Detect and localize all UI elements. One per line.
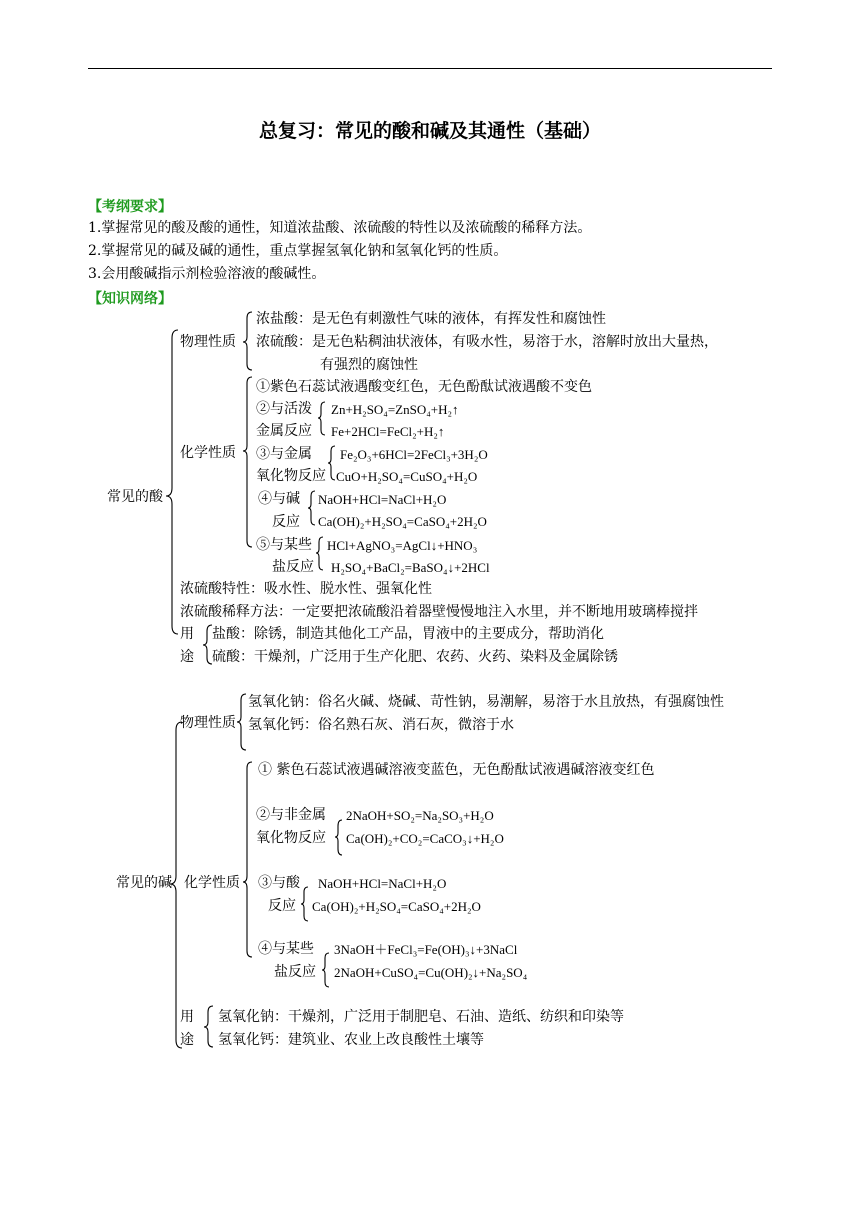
base-nonmetal-brace [335, 820, 342, 855]
requirement-item: 1.掌握常见的酸及酸的通性，知道浓盐酸、浓硫酸的特性以及浓硫酸的稀释方法。 [88, 220, 592, 236]
base-salt-brace [322, 953, 329, 987]
network-heading: 【知识网络】 [88, 291, 172, 307]
acid-sulfuric-properties: 浓硫酸特性：吸水性、脱水性、强氧化性 [180, 581, 432, 597]
base-chemical-label: 化学性质 [184, 875, 240, 891]
acid-indicator: ①紫色石蕊试液遇酸变红色，无色酚酞试液遇酸不变色 [256, 379, 592, 395]
acid-sulfuric-dilution: 浓硫酸稀释方法：一定要把浓硫酸沿着器壁慢慢地注入水里，并不断地用玻璃棒搅拌 [180, 604, 698, 620]
acid-base-label: ④与碱 [258, 491, 300, 507]
acid-salt-label: ⑤与某些 [256, 537, 312, 553]
page-title: 总复习：常见的酸和碱及其通性（基础） [258, 120, 601, 142]
acid-chemical-brace [243, 377, 252, 547]
base-use-item: 氢氧化钠：干燥剂，广泛用于制肥皂、石油、造纸、纺织和印染等 [218, 1009, 624, 1025]
base-use-item: 氢氧化钙：建筑业、农业上改良酸性土壤等 [218, 1032, 484, 1048]
base-nonmetal-equation: Ca(OH)₂+CO₂=CaCO₃↓+H₂O [346, 831, 504, 846]
base-salt-label: 盐反应 [274, 964, 316, 980]
acid-physical-item: 浓盐酸：是无色有刺激性气味的液体，有挥发性和腐蚀性 [256, 311, 606, 327]
base-physical-item: 氢氧化钠：俗名火碱、烧碱、苛性钠，易潮解，易溶于水且放热，有强腐蚀性 [248, 694, 724, 710]
base-salt-equation: 3NaOH＋FeCl₃=Fe(OH)₃↓+3NaCl [334, 942, 518, 957]
acid-use-item: 硫酸：干燥剂，广泛用于生产化肥、农药、火药、染料及金属除锈 [212, 649, 618, 665]
acid-root-label: 常见的酸 [107, 489, 163, 505]
base-indicator: ① 紫色石蕊试液遇碱溶液变蓝色，无色酚酞试液遇碱溶液变红色 [258, 762, 655, 778]
acid-physical-label: 物理性质 [180, 334, 236, 350]
acid-oxide-label: 氧化物反应 [256, 468, 326, 484]
base-acid-equation: Ca(OH)₂+H₂SO₄=CaSO₄+2H₂O [312, 899, 481, 914]
acid-base-label: 反应 [272, 514, 300, 530]
base-nonmetal-label: ②与非金属 [256, 807, 326, 823]
base-chemical-brace [243, 762, 252, 957]
acid-base-equation: NaOH+HCl=NaCl+H₂O [318, 492, 447, 507]
acid-use-label: 途 [180, 649, 194, 665]
requirements-heading: 【考纲要求】 [88, 199, 172, 215]
header-rule [88, 68, 772, 69]
base-acid-label: 反应 [268, 898, 296, 914]
acid-root-brace [166, 330, 178, 634]
acid-base-brace [308, 491, 315, 525]
base-acid-label: ③与酸 [258, 875, 300, 891]
acid-physical-item: 浓硫酸：是无色粘稠油状液体，有吸水性，易溶于水，溶解时放出大量热， [256, 334, 718, 350]
acid-metal-label: 金属反应 [256, 423, 312, 439]
acid-metal-equation: Fe+2HCl=FeCl₂+H₂↑ [331, 424, 445, 439]
acid-chemical-label: 化学性质 [180, 445, 236, 461]
acid-metal-brace [318, 402, 325, 435]
acid-oxide-label: ③与金属 [256, 446, 312, 462]
acid-base-equation: Ca(OH)₂+H₂SO₄=CaSO₄+2H₂O [318, 514, 487, 529]
acid-use-label: 用 [180, 626, 194, 642]
base-salt-label: ④与某些 [258, 941, 314, 957]
base-root-label: 常见的碱 [116, 875, 172, 891]
acid-salt-equation: HCl+AgNO₃=AgCl↓+HNO₃ [327, 538, 478, 553]
acid-use-item: 盐酸：除锈，制造其他化工产品，胃液中的主要成分，帮助消化 [212, 626, 604, 642]
base-physical-label: 物理性质 [180, 715, 236, 731]
base-use-label: 用 [180, 1009, 194, 1025]
base-salt-equation: 2NaOH+CuSO₄=Cu(OH)₂↓+Na₂SO₄ [334, 965, 528, 980]
base-physical-item: 氢氧化钙：俗名熟石灰、消石灰，微溶于水 [248, 717, 514, 733]
acid-salt-label: 盐反应 [272, 559, 314, 575]
base-acid-equation: NaOH+HCl=NaCl+H₂O [318, 876, 447, 891]
base-use-brace [204, 1006, 213, 1047]
acid-oxide-equation: Fe₂O₃+6HCl=2FeCl₃+3H₂O [340, 447, 488, 462]
requirement-item: 2.掌握常见的碱及碱的通性，重点掌握氢氧化钠和氢氧化钙的性质。 [88, 243, 508, 259]
acid-salt-equation: H₂SO₄+BaCl₂=BaSO₄↓+2HCl [331, 560, 490, 575]
acid-physical-brace [243, 312, 252, 370]
acid-metal-label: ②与活泼 [256, 401, 312, 417]
base-acid-brace [301, 887, 308, 921]
acid-physical-item: 有强烈的腐蚀性 [320, 357, 418, 373]
base-use-label: 途 [180, 1032, 194, 1048]
base-physical-brace [237, 694, 246, 750]
acid-salt-brace [316, 537, 323, 570]
base-nonmetal-label: 氧化物反应 [256, 830, 326, 846]
base-nonmetal-equation: 2NaOH+SO₂=Na₂SO₃+H₂O [346, 808, 494, 823]
acid-oxide-brace [328, 446, 335, 480]
acid-metal-equation: Zn+H₂SO₄=ZnSO₄+H₂↑ [331, 402, 459, 417]
requirement-item: 3.会用酸碱指示剂检验溶液的酸碱性。 [88, 266, 326, 282]
acid-use-brace [203, 625, 212, 664]
acid-oxide-equation: CuO+H₂SO₄=CuSO₄+H₂O [336, 469, 478, 484]
